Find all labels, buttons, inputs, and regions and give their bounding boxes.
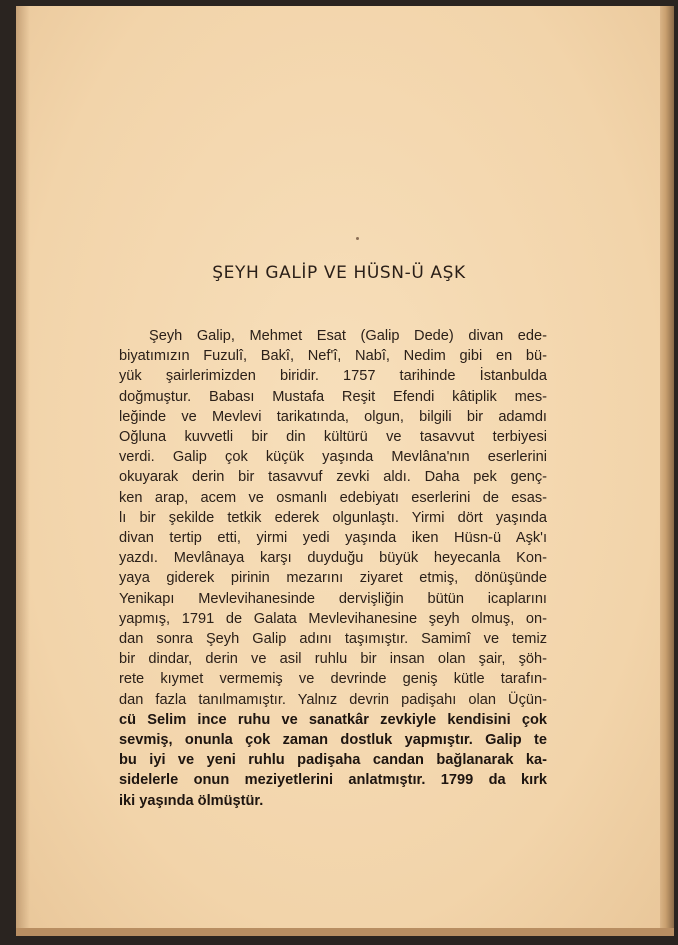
text-line: Yenikapı Mevlevihanesinde dervişliğin bütün icaplarını bbox=[119, 590, 547, 607]
body-paragraph bbox=[119, 326, 547, 811]
text-line: iki yaşında ölmüştür. bbox=[119, 792, 264, 809]
ink-speck bbox=[356, 237, 359, 240]
text-line: leğinde ve Mevlevi tarikatında, olgun, bilgili bir adamdı bbox=[119, 408, 547, 425]
text-line: yük şairlerimizden biridir. 1757 tarihinde İstanbulda bbox=[119, 368, 547, 385]
text-line: Şeyh Galip, Mehmet Esat (Galip Dede) divan ede- bbox=[149, 328, 547, 344]
text-line: yaya giderek pirinin mezarını ziyaret etmiş, dönüşünde bbox=[119, 570, 547, 587]
text-line: cü Selim ince ruhu ve sanatkâr zevkiyle kendisini çok bbox=[119, 711, 547, 728]
text-line: bir dindar, derin ve asil ruhlu bir insan olan şair, şöh- bbox=[119, 651, 547, 668]
text-line: lı bir şekilde tetkik ederek olgunlaştı. Yirmi dört yaşında bbox=[119, 509, 547, 526]
text-line: sevmiş, onunla çok zaman dostluk yapmıştır. Galip te bbox=[119, 732, 547, 749]
text-line: Oğluna kuvvetli bir din kültürü ve tasavvut terbiyesi bbox=[119, 429, 547, 446]
page-title: ŞEYH GALİP VE HÜSN-Ü AŞK bbox=[212, 263, 466, 283]
text-line: bu iyi ve yeni ruhlu padişaha candan bağlanarak ka- bbox=[119, 752, 547, 769]
page-edge bbox=[660, 6, 674, 934]
text-line: divan tertip etti, yirmi yedi yaşında iken Hüsn-ü Aşk'ı bbox=[119, 530, 547, 547]
text-line: biyatımızın Fuzulî, Bakî, Nef'î, Nabî, Nedim gibi en bü- bbox=[119, 348, 547, 365]
text-line: dan fazla tanılmamıştır. Yalnız devrin padişahı olan Üçün- bbox=[119, 691, 547, 708]
text-line: verdi. Galip çok küçük yaşında Mevlâna'nın eserlerini bbox=[119, 449, 547, 466]
spine-shadow bbox=[16, 6, 30, 934]
text-line: yazdı. Mevlânaya karşı duyduğu büyük heyecanla Kon- bbox=[119, 550, 547, 567]
text-line: rete kıymet vermemiş ve devrinde geniş kütle tarafın- bbox=[119, 671, 547, 688]
text-line: yapmış, 1791 de Galata Mevlevihanesine şeyh olmuş, on- bbox=[119, 610, 547, 627]
text-line: okuyarak derin bir tasavvuf zevki aldı. Daha pek genç- bbox=[119, 469, 547, 486]
bottom-edge bbox=[16, 928, 674, 936]
text-line: sidelerle onun meziyetlerini anlatmıştır. 1799 da kırk bbox=[119, 772, 547, 789]
text-line: ken arap, acem ve osmanlı edebiyatı eserlerini de esas- bbox=[119, 489, 547, 506]
text-line: doğmuştur. Babası Mustafa Reşit Efendi kâtiplik mes- bbox=[119, 388, 547, 405]
text-line: dan sonra Şeyh Galip adını taşımıştır. Samimî ve temiz bbox=[119, 631, 547, 648]
